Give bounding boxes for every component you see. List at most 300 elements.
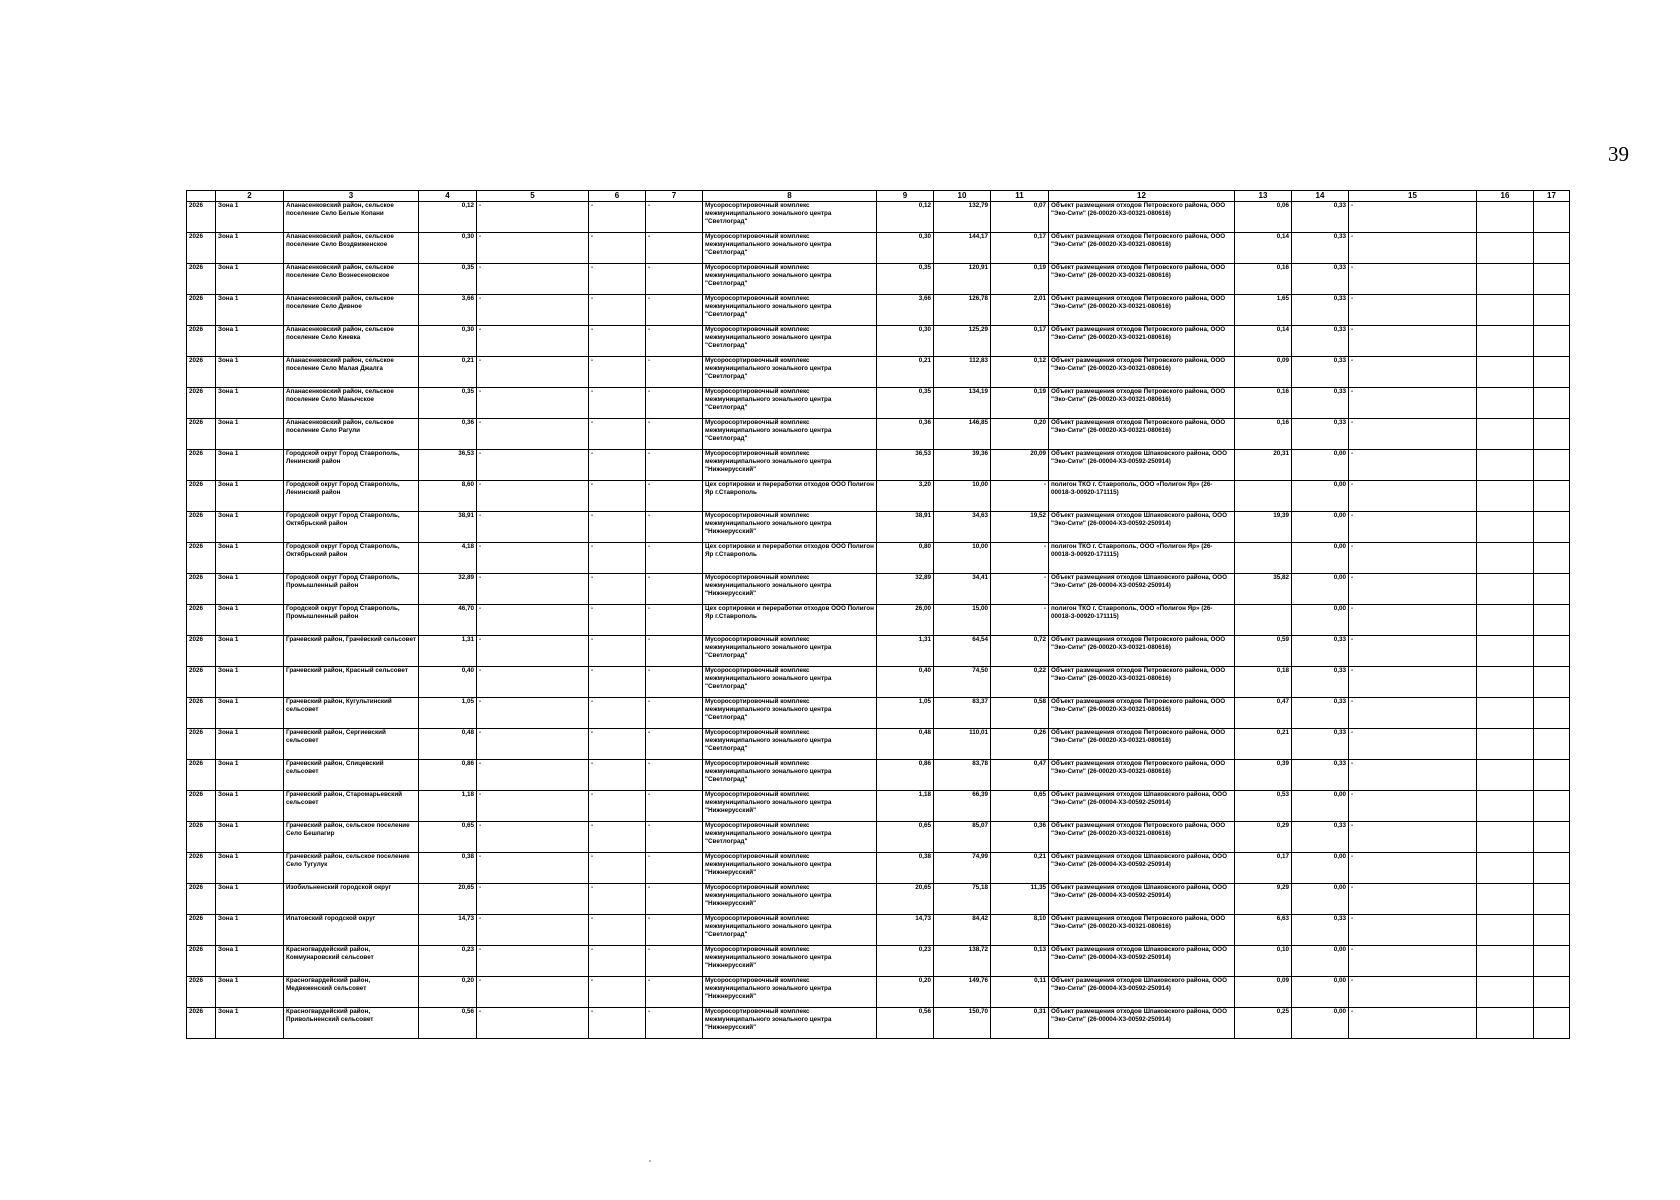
cell-col-12: Объект размещения отходов Петровского района, ООО "Эко-Сити" (26-00020-Х3-00321-080616) (1049, 760, 1235, 791)
cell-col-7: - (646, 946, 703, 977)
cell-col-10: 134,19 (934, 388, 991, 419)
cell-col-17 (1534, 853, 1570, 884)
cell-col-1: 2026 (187, 326, 216, 357)
cell-col-12: Объект размещения отходов Петровского района, ООО "Эко-Сити" (26-00020-Х3-00321-080616) (1049, 233, 1235, 264)
cell-col-3: Грачевский район, Сергиевский сельсовет (284, 729, 419, 760)
cell-col-12: Объект размещения отходов Шпаковского района, ООО "Эко-Сити" (26-00004-Х3-00592-250914) (1049, 512, 1235, 543)
cell-col-14: 0,33 (1292, 760, 1349, 791)
cell-col-4: 1,18 (419, 791, 477, 822)
cell-col-11: 19,52 (991, 512, 1049, 543)
cell-col-3: Ипатовский городской округ (284, 915, 419, 946)
cell-col-9: 20,65 (877, 884, 934, 915)
column-header-16: 16 (1477, 191, 1534, 202)
cell-col-14: 0,00 (1292, 884, 1349, 915)
cell-col-7: - (646, 760, 703, 791)
cell-col-11: 0,17 (991, 233, 1049, 264)
cell-col-9: 0,12 (877, 202, 934, 233)
cell-col-10: 110,01 (934, 729, 991, 760)
cell-col-9: 0,56 (877, 1008, 934, 1039)
cell-col-3: Апанасенковский район, сельское поселение Село Вознесеновское (284, 264, 419, 295)
cell-col-16 (1477, 760, 1534, 791)
cell-col-2: Зона 1 (216, 853, 284, 884)
cell-col-4: 0,23 (419, 946, 477, 977)
cell-col-5: - (477, 636, 589, 667)
cell-col-4: 0,36 (419, 419, 477, 450)
cell-col-11: 0,36 (991, 822, 1049, 853)
cell-col-11: 0,47 (991, 760, 1049, 791)
cell-col-16 (1477, 419, 1534, 450)
cell-col-4: 0,20 (419, 977, 477, 1008)
cell-col-2: Зона 1 (216, 388, 284, 419)
cell-col-17 (1534, 791, 1570, 822)
cell-col-9: 0,86 (877, 760, 934, 791)
cell-col-17 (1534, 202, 1570, 233)
cell-col-9: 0,30 (877, 326, 934, 357)
cell-col-7: - (646, 481, 703, 512)
cell-col-7: - (646, 977, 703, 1008)
column-header-15: 15 (1349, 191, 1477, 202)
cell-col-3: Грачевский район, Грачёвский сельсовет (284, 636, 419, 667)
cell-col-5: - (477, 574, 589, 605)
cell-col-14: 0,33 (1292, 357, 1349, 388)
table-row (187, 977, 1570, 1008)
table-row (187, 264, 1570, 295)
cell-col-9: 0,20 (877, 977, 934, 1008)
cell-col-8: Мусоросортировочный комплекс межмуниципального зонального центра "Нижнерусский" (703, 946, 877, 977)
cell-col-13: 0,16 (1235, 419, 1292, 450)
table-row (187, 295, 1570, 326)
cell-col-6: - (589, 481, 646, 512)
cell-col-10: 150,70 (934, 1008, 991, 1039)
cell-col-13: 0,09 (1235, 357, 1292, 388)
cell-col-11: - (991, 543, 1049, 574)
cell-col-7: - (646, 667, 703, 698)
cell-col-5: - (477, 388, 589, 419)
cell-col-8: Мусоросортировочный комплекс межмуниципального зонального центра "Светлоград" (703, 264, 877, 295)
cell-col-12: Объект размещения отходов Шпаковского района, ООО "Эко-Сити" (26-00004-Х3-00592-250914) (1049, 853, 1235, 884)
cell-col-1: 2026 (187, 574, 216, 605)
cell-col-16 (1477, 574, 1534, 605)
cell-col-9: 0,36 (877, 419, 934, 450)
column-header-8: 8 (703, 191, 877, 202)
cell-col-3: Апанасенковский район, сельское поселение Село Малая Джалга (284, 357, 419, 388)
cell-col-12: Объект размещения отходов Шпаковского района, ООО "Эко-Сити" (26-00004-Х3-00592-250914) (1049, 574, 1235, 605)
cell-col-15: - (1349, 419, 1477, 450)
cell-col-4: 38,91 (419, 512, 477, 543)
cell-col-11: 0,22 (991, 667, 1049, 698)
page-number: 39 (1608, 142, 1629, 166)
cell-col-17 (1534, 574, 1570, 605)
cell-col-4: 0,86 (419, 760, 477, 791)
cell-col-15: - (1349, 853, 1477, 884)
cell-col-15: - (1349, 264, 1477, 295)
cell-col-11: 2,01 (991, 295, 1049, 326)
cell-col-13: 0,29 (1235, 822, 1292, 853)
cell-col-5: - (477, 481, 589, 512)
cell-col-8: Мусоросортировочный комплекс межмуниципального зонального центра "Светлоград" (703, 822, 877, 853)
table-row (187, 915, 1570, 946)
cell-col-7: - (646, 791, 703, 822)
table-row (187, 605, 1570, 636)
cell-col-13: 0,14 (1235, 326, 1292, 357)
cell-col-16 (1477, 915, 1534, 946)
cell-col-4: 0,30 (419, 233, 477, 264)
cell-col-14: 0,00 (1292, 543, 1349, 574)
cell-col-9: 38,91 (877, 512, 934, 543)
cell-col-8: Мусоросортировочный комплекс межмуниципального зонального центра "Светлоград" (703, 760, 877, 791)
cell-col-10: 138,72 (934, 946, 991, 977)
cell-col-7: - (646, 729, 703, 760)
cell-col-12: полигон ТКО г. Ставрополь, ООО «Полигон Яр» (26-00018-З-00920-171115) (1049, 481, 1235, 512)
cell-col-15: - (1349, 512, 1477, 543)
cell-col-1: 2026 (187, 853, 216, 884)
cell-col-16 (1477, 202, 1534, 233)
cell-col-6: - (589, 450, 646, 481)
cell-col-14: 0,00 (1292, 977, 1349, 1008)
cell-col-7: - (646, 698, 703, 729)
cell-col-15: - (1349, 543, 1477, 574)
cell-col-16 (1477, 946, 1534, 977)
column-header-9: 9 (877, 191, 934, 202)
cell-col-3: Городской округ Город Ставрополь, Ленинский район (284, 450, 419, 481)
column-header-1 (187, 191, 216, 202)
cell-col-5: - (477, 512, 589, 543)
cell-col-16 (1477, 977, 1534, 1008)
cell-col-8: Мусоросортировочный комплекс межмуниципального зонального центра "Светлоград" (703, 698, 877, 729)
cell-col-10: 74,99 (934, 853, 991, 884)
cell-col-1: 2026 (187, 295, 216, 326)
cell-col-8: Мусоросортировочный комплекс межмуниципального зонального центра "Светлоград" (703, 202, 877, 233)
cell-col-11: - (991, 481, 1049, 512)
cell-col-1: 2026 (187, 233, 216, 264)
cell-col-8: Мусоросортировочный комплекс межмуниципального зонального центра "Нижнерусский" (703, 574, 877, 605)
cell-col-4: 0,56 (419, 1008, 477, 1039)
cell-col-11: - (991, 605, 1049, 636)
cell-col-16 (1477, 884, 1534, 915)
column-header-12: 12 (1049, 191, 1235, 202)
table-row (187, 543, 1570, 574)
cell-col-6: - (589, 512, 646, 543)
cell-col-11: 0,72 (991, 636, 1049, 667)
cell-col-16 (1477, 605, 1534, 636)
cell-col-13: 6,63 (1235, 915, 1292, 946)
cell-col-8: Цех сортировки и переработки отходов ООО Полигон Яр г.Ставрополь (703, 605, 877, 636)
cell-col-6: - (589, 605, 646, 636)
cell-col-8: Цех сортировки и переработки отходов ООО Полигон Яр г.Ставрополь (703, 543, 877, 574)
cell-col-14: 0,33 (1292, 295, 1349, 326)
cell-col-2: Зона 1 (216, 698, 284, 729)
cell-col-12: Объект размещения отходов Шпаковского района, ООО "Эко-Сити" (26-00004-Х3-00592-250914) (1049, 884, 1235, 915)
cell-col-16 (1477, 667, 1534, 698)
cell-col-15: - (1349, 481, 1477, 512)
cell-col-12: Объект размещения отходов Петровского района, ООО "Эко-Сити" (26-00020-Х3-00321-080616) (1049, 667, 1235, 698)
cell-col-8: Мусоросортировочный комплекс межмуниципального зонального центра "Светлоград" (703, 915, 877, 946)
cell-col-1: 2026 (187, 760, 216, 791)
cell-col-15: - (1349, 698, 1477, 729)
cell-col-11: 0,19 (991, 388, 1049, 419)
cell-col-6: - (589, 295, 646, 326)
cell-col-3: Апанасенковский район, сельское поселение Село Белые Копани (284, 202, 419, 233)
cell-col-17 (1534, 884, 1570, 915)
cell-col-6: - (589, 791, 646, 822)
cell-col-3: Грачевский район, Спицевский сельсовет (284, 760, 419, 791)
cell-col-3: Изобильненский городской округ (284, 884, 419, 915)
cell-col-14: 0,33 (1292, 915, 1349, 946)
cell-col-5: - (477, 915, 589, 946)
cell-col-12: Объект размещения отходов Петровского района, ООО "Эко-Сити" (26-00020-Х3-00321-080616) (1049, 698, 1235, 729)
cell-col-5: - (477, 822, 589, 853)
cell-col-16 (1477, 512, 1534, 543)
column-header-10: 10 (934, 191, 991, 202)
cell-col-14: 0,00 (1292, 605, 1349, 636)
cell-col-11: 0,19 (991, 264, 1049, 295)
cell-col-14: 0,33 (1292, 264, 1349, 295)
cell-col-3: Городской округ Город Ставрополь, Октябрьский район (284, 512, 419, 543)
cell-col-3: Городской округ Город Ставрополь, Промышленный район (284, 574, 419, 605)
cell-col-13: 0,53 (1235, 791, 1292, 822)
cell-col-3: Апанасенковский район, сельское поселение Село Дивное (284, 295, 419, 326)
table-row (187, 233, 1570, 264)
cell-col-13: 0,16 (1235, 388, 1292, 419)
cell-col-13: 0,59 (1235, 636, 1292, 667)
cell-col-7: - (646, 636, 703, 667)
table-row (187, 574, 1570, 605)
cell-col-11: 0,13 (991, 946, 1049, 977)
cell-col-13: 35,82 (1235, 574, 1292, 605)
cell-col-17 (1534, 419, 1570, 450)
cell-col-5: - (477, 698, 589, 729)
cell-col-11: 0,11 (991, 977, 1049, 1008)
cell-col-13: 0,17 (1235, 853, 1292, 884)
cell-col-12: Объект размещения отходов Петровского района, ООО "Эко-Сити" (26-00020-Х3-00321-080616) (1049, 202, 1235, 233)
cell-col-3: Апанасенковский район, сельское поселение Село Воздвиженское (284, 233, 419, 264)
cell-col-1: 2026 (187, 388, 216, 419)
cell-col-3: Апанасенковский район, сельское поселение Село Киевка (284, 326, 419, 357)
cell-col-10: 125,29 (934, 326, 991, 357)
cell-col-7: - (646, 605, 703, 636)
cell-col-4: 0,21 (419, 357, 477, 388)
cell-col-17 (1534, 543, 1570, 574)
cell-col-4: 0,65 (419, 822, 477, 853)
cell-col-9: 1,05 (877, 698, 934, 729)
cell-col-9: 0,23 (877, 946, 934, 977)
table-row (187, 698, 1570, 729)
cell-col-6: - (589, 822, 646, 853)
cell-col-16 (1477, 295, 1534, 326)
cell-col-15: - (1349, 295, 1477, 326)
cell-col-15: - (1349, 202, 1477, 233)
cell-col-15: - (1349, 822, 1477, 853)
cell-col-17 (1534, 729, 1570, 760)
table-body (187, 202, 1570, 1039)
table-row (187, 667, 1570, 698)
cell-col-13: 19,39 (1235, 512, 1292, 543)
cell-col-3: Грачевский район, сельское поселение Село Бешпагир (284, 822, 419, 853)
cell-col-11: 8,10 (991, 915, 1049, 946)
cell-col-2: Зона 1 (216, 543, 284, 574)
column-number-header-row (187, 191, 1570, 202)
cell-col-2: Зона 1 (216, 512, 284, 543)
cell-col-10: 83,78 (934, 760, 991, 791)
cell-col-12: Объект размещения отходов Петровского района, ООО "Эко-Сити" (26-00020-Х3-00321-080616) (1049, 357, 1235, 388)
cell-col-8: Мусоросортировочный комплекс межмуниципального зонального центра "Нижнерусский" (703, 977, 877, 1008)
cell-col-16 (1477, 698, 1534, 729)
cell-col-1: 2026 (187, 884, 216, 915)
cell-col-14: 0,33 (1292, 388, 1349, 419)
cell-col-11: 0,07 (991, 202, 1049, 233)
table-row (187, 450, 1570, 481)
table-row (187, 1008, 1570, 1039)
cell-col-5: - (477, 1008, 589, 1039)
cell-col-1: 2026 (187, 419, 216, 450)
cell-col-7: - (646, 419, 703, 450)
cell-col-17 (1534, 326, 1570, 357)
cell-col-6: - (589, 667, 646, 698)
cell-col-2: Зона 1 (216, 574, 284, 605)
cell-col-12: Объект размещения отходов Петровского района, ООО "Эко-Сити" (26-00020-Х3-00321-080616) (1049, 822, 1235, 853)
cell-col-13 (1235, 605, 1292, 636)
cell-col-12: Объект размещения отходов Петровского района, ООО "Эко-Сити" (26-00020-Х3-00321-080616) (1049, 295, 1235, 326)
cell-col-8: Мусоросортировочный комплекс межмуниципального зонального центра "Нижнерусский" (703, 512, 877, 543)
cell-col-17 (1534, 636, 1570, 667)
column-header-5: 5 (477, 191, 589, 202)
cell-col-15: - (1349, 357, 1477, 388)
cell-col-2: Зона 1 (216, 605, 284, 636)
cell-col-2: Зона 1 (216, 977, 284, 1008)
cell-col-14: 0,33 (1292, 698, 1349, 729)
cell-col-6: - (589, 636, 646, 667)
cell-col-2: Зона 1 (216, 264, 284, 295)
cell-col-15: - (1349, 760, 1477, 791)
table-row (187, 357, 1570, 388)
cell-col-5: - (477, 853, 589, 884)
column-header-11: 11 (991, 191, 1049, 202)
cell-col-15: - (1349, 388, 1477, 419)
cell-col-5: - (477, 760, 589, 791)
cell-col-10: 75,18 (934, 884, 991, 915)
cell-col-10: 85,07 (934, 822, 991, 853)
cell-col-17 (1534, 977, 1570, 1008)
cell-col-13: 0,09 (1235, 977, 1292, 1008)
cell-col-17 (1534, 760, 1570, 791)
cell-col-9: 0,40 (877, 667, 934, 698)
cell-col-14: 0,00 (1292, 853, 1349, 884)
cell-col-13: 0,16 (1235, 264, 1292, 295)
cell-col-2: Зона 1 (216, 450, 284, 481)
cell-col-14: 0,00 (1292, 450, 1349, 481)
cell-col-3: Красногвардейский район, Медвеженский сельсовет (284, 977, 419, 1008)
cell-col-11: 0,58 (991, 698, 1049, 729)
cell-col-2: Зона 1 (216, 1008, 284, 1039)
cell-col-2: Зона 1 (216, 667, 284, 698)
cell-col-3: Грачевский район, сельское поселение Село Тугулук (284, 853, 419, 884)
cell-col-1: 2026 (187, 512, 216, 543)
cell-col-12: полигон ТКО г. Ставрополь, ООО «Полигон Яр» (26-00018-З-00920-171115) (1049, 605, 1235, 636)
cell-col-1: 2026 (187, 698, 216, 729)
cell-col-12: Объект размещения отходов Петровского района, ООО "Эко-Сити" (26-00020-Х3-00321-080616) (1049, 388, 1235, 419)
cell-col-16 (1477, 853, 1534, 884)
cell-col-17 (1534, 388, 1570, 419)
cell-col-10: 64,54 (934, 636, 991, 667)
cell-col-13: 0,18 (1235, 667, 1292, 698)
cell-col-11: 0,20 (991, 419, 1049, 450)
cell-col-7: - (646, 574, 703, 605)
cell-col-11: 0,65 (991, 791, 1049, 822)
cell-col-14: 0,00 (1292, 946, 1349, 977)
cell-col-1: 2026 (187, 543, 216, 574)
table-row (187, 388, 1570, 419)
cell-col-11: 20,09 (991, 450, 1049, 481)
cell-col-8: Мусоросортировочный комплекс межмуниципального зонального центра "Светлоград" (703, 388, 877, 419)
cell-col-13: 20,31 (1235, 450, 1292, 481)
cell-col-14: 0,33 (1292, 636, 1349, 667)
cell-col-8: Цех сортировки и переработки отходов ООО Полигон Яр г.Ставрополь (703, 481, 877, 512)
cell-col-9: 0,35 (877, 388, 934, 419)
cell-col-16 (1477, 388, 1534, 419)
cell-col-9: 0,65 (877, 822, 934, 853)
cell-col-3: Красногвардейский район, Коммунаровский сельсовет (284, 946, 419, 977)
cell-col-6: - (589, 419, 646, 450)
cell-col-6: - (589, 233, 646, 264)
cell-col-7: - (646, 512, 703, 543)
cell-col-4: 0,12 (419, 202, 477, 233)
cell-col-3: Апанасенковский район, сельское поселение Село Манычское (284, 388, 419, 419)
cell-col-14: 0,33 (1292, 233, 1349, 264)
cell-col-4: 32,89 (419, 574, 477, 605)
cell-col-7: - (646, 295, 703, 326)
cell-col-9: 32,89 (877, 574, 934, 605)
cell-col-1: 2026 (187, 946, 216, 977)
cell-col-10: 39,36 (934, 450, 991, 481)
cell-col-12: Объект размещения отходов Шпаковского района, ООО "Эко-Сити" (26-00004-Х3-00592-250914) (1049, 450, 1235, 481)
cell-col-4: 8,60 (419, 481, 477, 512)
table-row (187, 202, 1570, 233)
cell-col-7: - (646, 326, 703, 357)
table-row (187, 636, 1570, 667)
cell-col-12: Объект размещения отходов Шпаковского района, ООО "Эко-Сити" (26-00004-Х3-00592-250914) (1049, 977, 1235, 1008)
cell-col-11: 0,21 (991, 853, 1049, 884)
cell-col-11: 0,17 (991, 326, 1049, 357)
cell-col-2: Зона 1 (216, 326, 284, 357)
cell-col-5: - (477, 729, 589, 760)
cell-col-7: - (646, 202, 703, 233)
cell-col-4: 1,31 (419, 636, 477, 667)
cell-col-16 (1477, 636, 1534, 667)
table-row (187, 481, 1570, 512)
cell-col-9: 0,30 (877, 233, 934, 264)
cell-col-13: 0,47 (1235, 698, 1292, 729)
cell-col-6: - (589, 264, 646, 295)
cell-col-13 (1235, 481, 1292, 512)
cell-col-15: - (1349, 667, 1477, 698)
cell-col-4: 0,35 (419, 264, 477, 295)
cell-col-16 (1477, 1008, 1534, 1039)
cell-col-14: 0,00 (1292, 512, 1349, 543)
cell-col-5: - (477, 977, 589, 1008)
cell-col-14: 0,33 (1292, 326, 1349, 357)
cell-col-10: 146,85 (934, 419, 991, 450)
cell-col-6: - (589, 388, 646, 419)
cell-col-1: 2026 (187, 450, 216, 481)
cell-col-7: - (646, 388, 703, 419)
cell-col-2: Зона 1 (216, 884, 284, 915)
cell-col-8: Мусоросортировочный комплекс межмуниципального зонального центра "Светлоград" (703, 326, 877, 357)
cell-col-6: - (589, 543, 646, 574)
cell-col-3: Апанасенковский район, сельское поселение Село Рагули (284, 419, 419, 450)
cell-col-8: Мусоросортировочный комплекс межмуниципального зонального центра "Светлоград" (703, 419, 877, 450)
cell-col-10: 10,00 (934, 481, 991, 512)
cell-col-1: 2026 (187, 915, 216, 946)
